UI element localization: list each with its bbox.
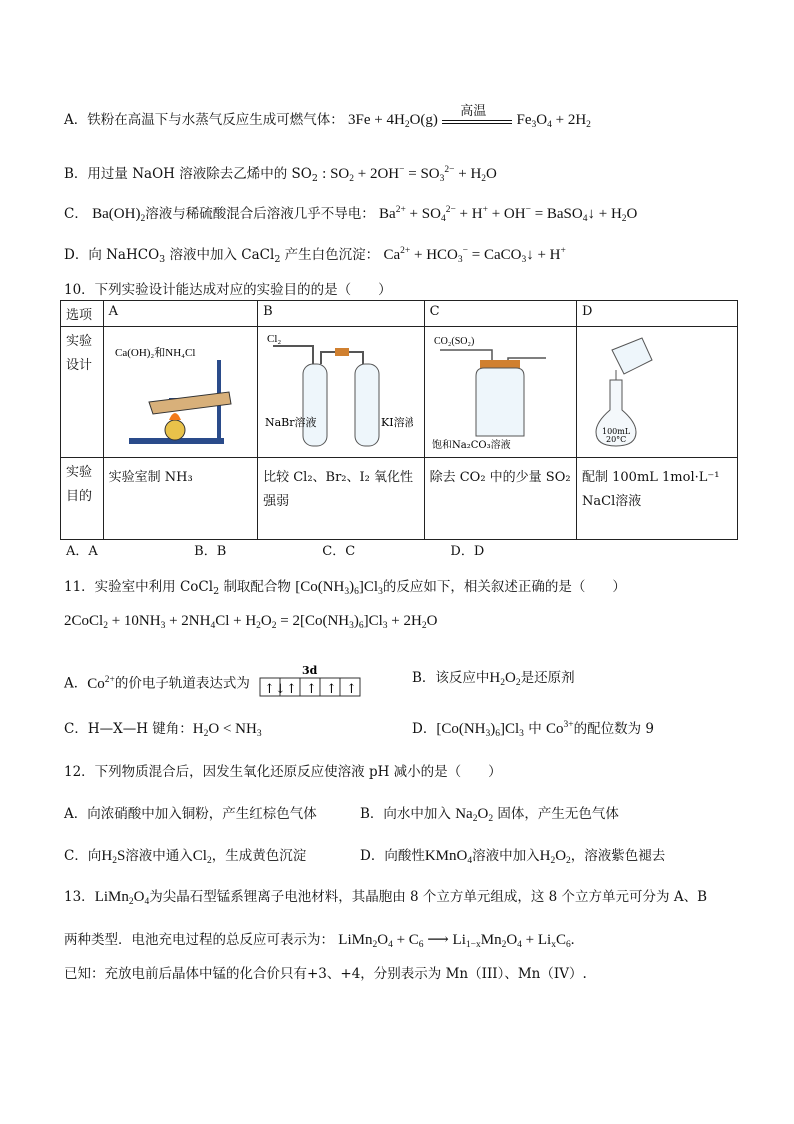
q10-option-d: D．D xyxy=(450,544,485,559)
q9-option-d: D．向 NaHCO$_3$ 溶液中加入 CaCl$_2$ 产生白色沉淀： $Ca^{2+} + HCO_3^-$ = CaCO$_3$↓ + H+ xyxy=(64,246,566,265)
orbital-diagram xyxy=(258,664,368,704)
q9-option-a: A．铁粉在高温下与水蒸气反应生成可燃气体： $3Fe + 4H_2O(g)$ 高温 $Fe_3O_4 + 2H_2$ xyxy=(64,103,591,130)
q11-option-a: A．$Co^{2+}$的价电子轨道表达式为 3d ↑↓ ↑ ↑ ↑ ↑ xyxy=(64,664,368,704)
q12-option-d: D．向酸性KMnO$_4$溶液中加入$H_2O_2$，溶液紫色褪去 xyxy=(360,848,666,866)
q9-option-c: C． $Ba(OH)_2$溶液与稀硫酸混合后溶液几乎不导电： $Ba^{2+} + SO_4^{2-} + H^+ + OH^-$ = BaSO$_4$↓ + $H_2O$ xyxy=(64,205,638,224)
row-label-design: 实验设计 xyxy=(61,327,104,458)
header-c: C xyxy=(424,301,576,327)
q9-option-b: B．用过量 NaOH 溶液除去乙烯中的 $SO_2$ : $SO_2 + 2OH^- = SO_3^{2-} + H_2O$ xyxy=(64,165,497,184)
q12-stem: 12．下列物质混合后，因发生氧化还原反应使溶液 pH 减小的是（ ） xyxy=(64,764,502,780)
reaction-condition-arrow: 高温 xyxy=(442,114,512,128)
q12-option-b: B．向水中加入 $Na_2O_2$ 固体，产生无色气体 xyxy=(360,806,619,824)
header-b: B xyxy=(258,301,425,327)
purpose-c: 除去 CO₂ 中的少量 SO₂ xyxy=(424,458,576,540)
svg-text:↑: ↑ xyxy=(286,682,298,697)
q10-option-c: C．C xyxy=(322,544,356,559)
apparatus-c-gas-label: CO₂(SO₂) xyxy=(433,336,474,347)
q11-option-d: D．$[Co(NH_3)_6]Cl_3$ 中 $Co^{3+}$的配位数为 9 xyxy=(412,720,655,739)
q10-stem: 10．下列实验设计能达成对应的实验目的的是（ ） xyxy=(64,282,392,298)
purpose-a: 实验室制 NH₃ xyxy=(103,458,257,540)
svg-text:↑: ↑ xyxy=(306,682,318,697)
svg-text:↑: ↑ xyxy=(346,682,358,697)
apparatus-a xyxy=(103,327,257,458)
apparatus-d xyxy=(577,327,738,458)
purpose-d: 配制 100mL 1mol·L⁻¹ NaCl溶液 xyxy=(577,458,738,540)
header-d: D xyxy=(577,301,738,327)
q11-option-c: C．H—X—H 键角：$H_2O < NH_3$ xyxy=(64,721,262,739)
apparatus-a-label: Ca(OH)₂和NH₄Cl xyxy=(114,347,196,359)
row-label-purpose: 实验目的 xyxy=(61,458,104,540)
experiment-table xyxy=(60,300,738,540)
q13-line3: 已知：充放电前后晶体中锰的化合价只有+3、+4，分别表示为 Mn（III）、Mn（IV）. xyxy=(64,966,587,982)
header-a: A xyxy=(103,301,257,327)
q11-option-b: B．该反应中$H_2O_2$是还原剂 xyxy=(412,670,575,688)
apparatus-b-left-label: NaBr溶液 xyxy=(265,416,317,429)
q11-stem: 11．实验室中利用 CoCl$_2$ 制取配合物 $[Co(NH_3)_6]Cl_3$的反应如下，相关叙述正确的是（ ） xyxy=(64,579,626,597)
purpose-b: 比较 Cl₂、Br₂、I₂ 氧化性强弱 xyxy=(258,458,425,540)
apparatus-c-bottle-label: 饱和Na₂CO₃溶液 xyxy=(431,440,511,450)
q13-line1: 13．$LiMn_2O_4$为尖晶石型锰系锂离子电池材料，其晶胞由 8 个立方单元组成，这 8 个立方单元可分为 A、B xyxy=(64,889,708,907)
q10-option-a: A．A xyxy=(66,544,98,559)
apparatus-b-gas-label: Cl₂ xyxy=(267,333,282,345)
q10-options xyxy=(66,540,574,559)
q10-option-b: B．B xyxy=(194,544,227,559)
q11-reaction: 2CoCl$_2$ + $10NH_3 + 2NH_4Cl + H_2O_2 = 2[Co(NH_3)_6]Cl_3 + 2H_2O$ xyxy=(64,613,438,631)
apparatus-d-flask-label: 100mL xyxy=(602,427,631,436)
apparatus-b-right-label: KI溶液 xyxy=(381,416,414,429)
apparatus-b xyxy=(258,327,425,458)
q13-line2: 两种类型．电池充电过程的总反应可表示为： $LiMn_2O_4 + C_6$ ⟶ $Li_{1-x}Mn_2O_4 + Li_xC_6$. xyxy=(64,932,575,950)
q12-option-a: A．向浓硝酸中加入铜粉，产生红棕色气体 xyxy=(64,806,317,822)
header-option: 选项 xyxy=(61,301,104,327)
q12-option-c: C．向$H_2S$溶液中通入$Cl_2$，生成黄色沉淀 xyxy=(64,848,307,866)
apparatus-c xyxy=(424,327,576,458)
svg-text:↑↓: ↑↓ xyxy=(264,682,286,697)
apparatus-d-temp-label: 20°C xyxy=(606,435,627,444)
svg-text:↑: ↑ xyxy=(326,682,338,697)
svg-text:3d: 3d xyxy=(302,664,318,677)
